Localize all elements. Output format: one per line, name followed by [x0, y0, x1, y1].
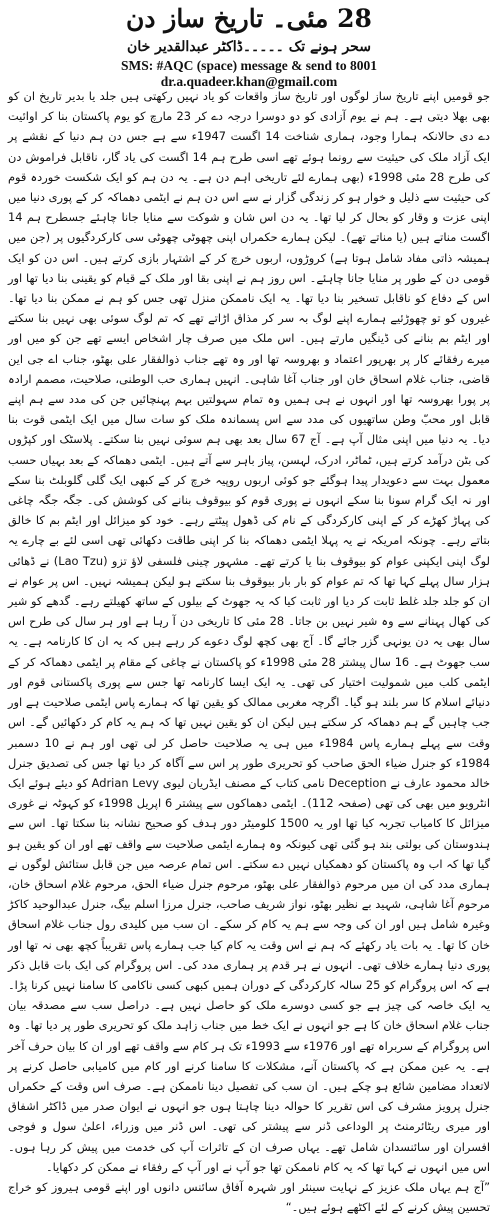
article-paragraph-1: جو قومیں اپنے تاریخ ساز لوگوں اور تاریخ ساز واقعات کو یاد نہیں رکھتی ہیں جلد یا بدیر تاریخ ان کو بھی بھلا دیتی ہے۔ ہم نے یوم آزادی کو دو دوسرا درجہ دے کر 23 مارچ کو یوم پاکستان بنا کر اوائیت دے دی حالانکہ ہمارا وجود، ہماری شناخت 14 اگست 1947ء سے ہے جس دن ہم دنیا کے نقشے پر ایک آزاد ملک کی حیثیت سے رونما ہوئے تھے اسی طرح ہم 14 اگست کی یاد گار، ناقابل فراموش دن کی طرح 28 مئی 1998ء (بھی ہمارے لئے تاریخی اہم دن ہے۔ یہ دن ہم کو ایک شکست خوردہ قوم کی حیثیت سے ذلیل و خوار ہو کر زندگی گزار نے سے اس دن ہم نے ایٹمی دھماکہ کر کے پوری دنیا میں اپنی عزت و وقار کو بحال کر لیا تھا۔ یہ دن اس شان و شوکت سے منایا جانا چاہئے جسطرح ہم 14 اگست مناتے ہیں (یا مناتے تھے)۔ لیکن ہمارے حکمراں اپنی چھوٹی چھوٹی سی کارکردگیوں پر (جن میں ہمیشہ ذاتی مفاد شامل ہوتا ہے) کروڑوں، اربوں خرچ کر کے اشتہار بازی کرتے ہیں۔ اس دن کو ایک قومی دن کے طور پر منایا جانا چاہئے۔ اس روز ہم نے اپنی بقا اور ملک کے قیام کو یقینی بنا دیا تھا اور اس کے دفاع کو ناقابل تسخیر بنا دیا تھا۔ یہ ایک ناممکن منزل تھی جس کو ہم نے ممکن بنا دیا تھا۔ غیروں کو تو چھوڑئیے ہمارے اپنے لوگ بہ سر کر مذاق اڑاتے تھے کہ تم لوگ سوئی بھی نہیں بنا سکتے اور ایٹم بم بنانے کی ڈینگیں مارتے ہیں۔ اس ملک میں صرف چار اشخاص ایسے تھے جن کو میں اور میرے رفقائے کار پر بھرپور اعتماد و بھروسہ تھا اور وہ تھے جناب ذوالفقار علی بھٹو، جناب اے جی این قاضی، جناب غلام اسحاق خان اور جناب آغا شاہی۔ انہیں ہماری حب الوطنی، صلاحیت، مصمم ارادہ پر پورا بھروسہ تھا اور انہوں نے ہی ہمیں وہ تمام سہولتیں بہم پہنچائیں جن کی مدد سے ہم اپنے قابل اور محبّ وطن ساتھیوں کی مدد سے اس پسماندہ ملک کو سات سال میں ایک ایٹمی قوت بنا دیا۔ یہ دنیا میں اپنی مثال آپ ہے۔ آج 67 سال بعد بھی ہم سوئی نہیں بنا سکتے۔ پلاسٹک اور کپڑوں کی بٹن درآمد کرتے ہیں، ٹماٹر، ادرک، لہسن، پیاز باہر سے آتے ہیں۔ ایٹمی دھماکہ کے بعد بہیاں حسب معمول بہت سے دعویدار پیدا ہوگئے جو کوئی اربوں روپیہ خرچ کر کے کبھی ایک گلی گلوبلٹ بنا سکے اور نہ ایک گرام سونا بنا سکے انہوں نے پوری قوم کو بیوقوف بنانے کی کوشش کی۔ جگہ جگہ چاغی کی پہاڑ کھڑے کر کے اپنی کارکردگی کے نام کی ڈھول پیٹتے رہے۔ خود کو میزائل اور ایٹم بم کا خالق بتاتے رہے۔ چونکہ امریکہ نے یہ پہلا ایٹمی دھماکہ بنا کر اپنی طاقت دکھائی تھی اسی لئے بے چارے یہ لوگ اپنی ایکپنی عوام کو بیوقوف بنا یا کرتے تھے۔ مشہور چینی فلسفی لاؤ تزو (Lao Tzu) نے ڈھائی ہزار سال پہلے کہا تھا کہ تم عوام کو بار بار بیوقوف بنا سکتے ہو لیکن ہمیشہ نہیں۔ اس پر عوام نے ان کو جلد جلد غلط ثابت کر دیا اور ثابت کیا کہ یہ جھوٹ کے بیلوں کے ساتھ کھیلتے رہے۔ گدھے کو شیر کی کھال پہنانے سے وہ شیر نہیں بن جاتا۔ 28 مئی کا تاریخی دن آ رہا ہے اور ہر سال کی طرح اس سال بھی یہ دن یونہی گزر جائے گا۔ آج بھی کچھ لوگ دعوے کر رہے ہیں کہ یہ ان کا کارنامہ ہے۔ یہ سب جھوٹ ہے۔ 16 سال پیشتر 28 مئی 1998ء کو پاکستان نے چاغی کے مقام پر ایٹمی دھماکہ کر کے ایٹمی کلب میں شمولیت اختیار کی تھی۔ یہ ایک ایسا کارنامہ تھا جس سے پوری پاکستانی قوم اور دنیائے اسلام کا سر بلند ہو گیا۔ اگرچہ مغربی ممالک کو یقین تھا کہ ہمارے پاس ایٹمی صلاحیت ہے اور جب چاہیں گے ہم دھماکہ کر سکتے ہیں لیکن ان کو یقین نہیں تھا کہ ہم یہ کام کر دکھائیں گے۔ اس وقت سے پہلے ہمارے پاس 1984ء میں ہی یہ صلاحیت حاصل کر لی تھی اور ہم نے 10 دسمبر 1984ء کو جنرل ضیاء الحق صاحب کو تحریری طور پر اس سے آگاہ کر دیا تھا جس کی تصدیق جنرل خالد محمود عارف نے Deception نامی کتاب کے مصنف ایڈریان لیوی Adrian Levy کو دیئے ہوئے ایک انٹرویو میں بھی کی تھی (صفحہ 112)۔ ایٹمی دھماکوں سے پیشتر 6 اپریل 1998ء کو کہوٹہ نے غوری میزائل کا کامیاب تجربہ کیا تھا اور یہ 1500 کلومیٹر دور ہدف کو صحیح نشانہ بنا سکتا تھا۔ اس سے ہندوستان کی بولتی بند ہو گئی تھی کیونکہ وہ ہمارے ایٹمی صلاحیت سے واقف تھے اور ان کو یقین ہو گیا تھا کہ اب وہ پاکستان کو دھمکیاں نہیں دے سکتے۔ اس تمام عرصہ میں جن قابل ستائش لوگوں نے ہماری مدد کی ان میں مرحوم ذوالفقار علی بھٹو، مرحوم جنرل ضیاء الحق، مرحوم غلام اسحاق خان، مرحوم آغا شاہی، شہید بے نظیر بھٹو، نواز شریف صاحب، جنرل مرزا اسلم بیگ، جنرل عبدالوحید کاکڑ وغیرہ شامل ہیں اور ان کی وجہ سے ہم یہ کام کر سکے۔ ان سب میں کلیدی رول جناب غلام اسحاق خان کا تھا۔ یہ بات یاد رکھئے کہ ہم نے اس وقت یہ کام کیا جب ہمارے پاس تقریباً کچھ بھی نہ تھا اور پوری دنیا ہمارے خلاف تھی۔ انہوں نے ہر قدم پر ہماری مدد کی۔ اس پروگرام کی ایک بات قابل ذکر ہے کہ اس پروگرام کو 25 سالہ کارکردگی کے دوران ہمیں کبھی کسی ناکامی کا سامنا نہیں کرنا پڑا۔ یہ ایک خاصہ کی چیز ہے جو کسی دوسرے ملک کو حاصل نہیں ہے۔ دراصل سب سے مصدقہ بیان جناب غلام اسحاق خان کا ہے جو انہوں نے ایک خط میں جناب زاہد ملک کو تحریری طور پر دیا تھا۔ وہ اس پروگرام کے سربراہ تھے اور 1976ء سے 1993ء تک ہر کام سے واقف تھے اور ان کا بیان حرف آخر ہے۔ یہ عین ممکن ہے کہ پاکستان آنے، مشکلات کا سامنا کرنے اور کام میں کامیابی حاصل کرنے پر لاتعداد مضامین شائع ہو چکے ہیں۔ ان سب کی تفصیل دینا ناممکن ہے۔ صرف اس وقت کے حکمراں جنرل پرویز مشرف کی اس تقریر کا حوالہ دینا چاہتا ہوں جو انہوں نے ایوان صدر میں ڈاکٹر اشفاق اور میری ریٹائرمنٹ پر الوداعی ڈنر سے پیشتر کی تھی۔ اس ڈنر میں وزراء، اعلیٰ سول و فوجی افسران اور سائنسدان شامل تھے۔ یہاں صرف ان کے تاثرات آپ کی خدمت میں پیش کر رہا ہوں۔ اس میں انہوں نے کہا تھا کہ یہ کام ناممکن تھا جو آپ نے اور آپ کے رفقاء نے ممکن کر دکھایا۔	[8, 89, 491, 1174]
article-paragraph-2: ”آج ہم یہاں ملک عزیز کے نہایت سینئر اور شہرہ آفاق سائنس دانوں اور اپنے قومی ہیروز کو خراج تحسین پیش کرنے کے لئے اکٹھے ہوئے ہیں۔“	[8, 1179, 490, 1215]
author-email[interactable]: dr.a.quadeer.khan@gmail.com	[160, 74, 338, 89]
sms-instructions: SMS: #AQC (space) message & send to 8001	[120, 58, 378, 73]
article-byline: سحر ہونے تک ۔۔۔۔۔ڈاکٹر عبدالقدیر خان	[127, 39, 371, 55]
article-title: 28 مئی۔ تاریخ ساز دن	[126, 4, 372, 33]
article-body	[8, 86, 491, 1215]
